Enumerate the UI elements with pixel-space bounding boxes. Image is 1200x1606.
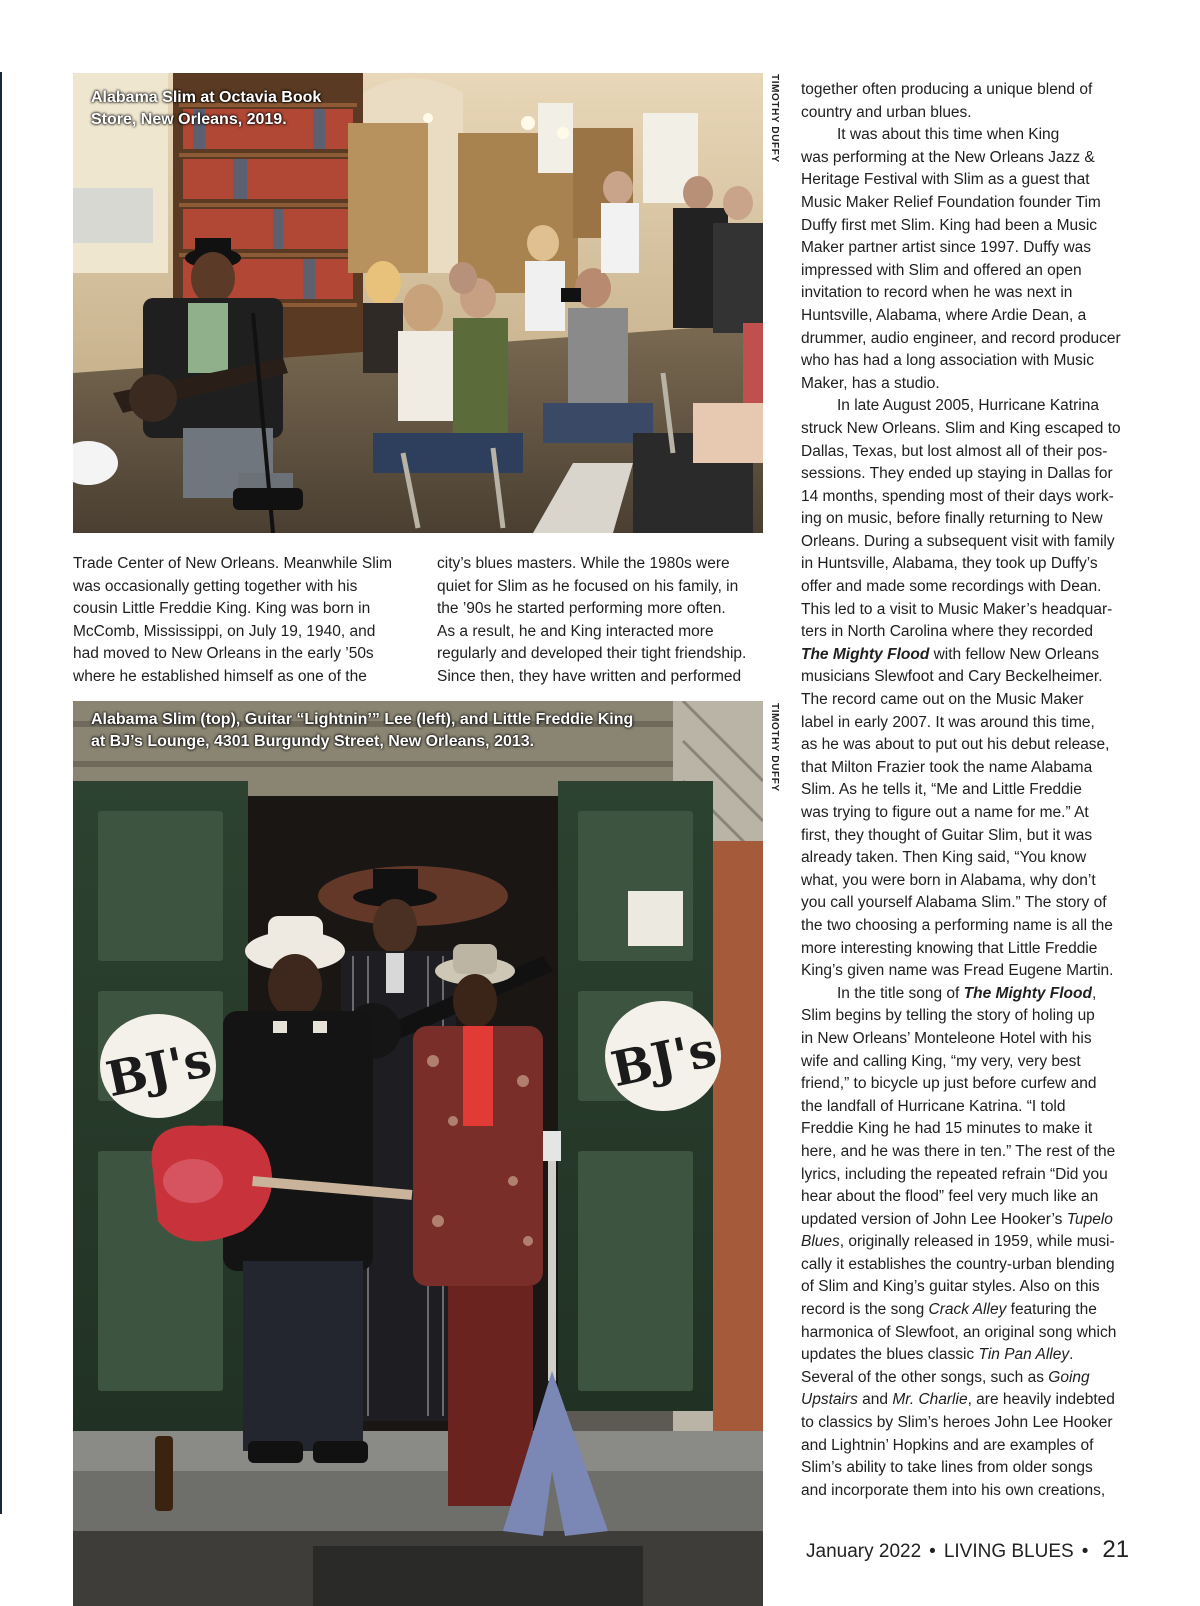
text-line: Maker, has a studio.: [801, 374, 940, 392]
text-line: Freddie King he had 15 minutes to make it: [801, 1120, 1093, 1138]
separator-dot: •: [1081, 1541, 1089, 1562]
text-line: The record came out on the Music Maker: [801, 691, 1084, 709]
text-line: [801, 644, 1121, 667]
text-line: as he was about to put out his debut release,: [801, 736, 1110, 754]
text-line: sessions. They ended up staying in Dallas for: [801, 465, 1113, 483]
text-line: [801, 983, 1121, 1006]
text-line: lyrics, including the repeated refrain “Did you: [801, 1165, 1108, 1183]
text-fragment: updated version of John Lee Hooker’s: [801, 1210, 1067, 1228]
caption-line: Alabama Slim (top), Guitar “Lightnin’” Lee (left), and Little Freddie King: [91, 711, 634, 728]
text-line: was trying to figure out a name for me.” At: [801, 804, 1089, 821]
text-line: cally it establishes the country-urban blending: [801, 1255, 1115, 1273]
text-line: first, they thought of Guitar Slim, but it was: [801, 826, 1093, 844]
text-line: Maker partner artist since 1997. Duffy was: [801, 239, 1092, 257]
text-line: Heritage Festival with Slim as a guest that: [801, 171, 1090, 189]
text-line: was performing at the New Orleans Jazz &: [801, 148, 1095, 166]
text-line: struck New Orleans. Slim and King escaped to: [801, 419, 1121, 437]
caption-line: at BJ’s Lounge, 4301 Burgundy Street, New Orleans, 2013.: [91, 733, 535, 750]
bookstore-photo-illustration: [73, 73, 763, 533]
separator-dot: •: [929, 1541, 936, 1562]
text-line: [801, 1209, 1121, 1232]
text-line: Since then, they have written and performed: [437, 667, 742, 685]
text-line: the landfall of Hurricane Katrina. “I told: [801, 1097, 1066, 1115]
text-line: hear about the flood” feel very much like an: [801, 1188, 1099, 1206]
song-title: Upstairs: [801, 1391, 858, 1409]
text-line: impressed with Slim and offered an open: [801, 261, 1082, 279]
body-column-2: [437, 553, 746, 689]
page-footer: [806, 1536, 1129, 1564]
text-line: already taken. Then King said, “You know: [801, 849, 1087, 867]
text-line: drummer, audio engineer, and record producer: [801, 329, 1121, 347]
song-title: Going: [1048, 1368, 1090, 1386]
text-line: and incorporate them into his own creations,: [801, 1481, 1106, 1499]
text-line: together often producing a unique blend of: [801, 81, 1093, 98]
bjs-lounge-photo-illustration: [73, 701, 763, 1606]
text-line: in Huntsville, Alabama, they took up Duffy’s: [801, 555, 1098, 573]
text-line: ing on music, before finally returning to New: [801, 510, 1103, 528]
text-fragment: and: [857, 1391, 893, 1409]
text-line: Dallas, Texas, but lost almost all of their pos-: [801, 442, 1108, 460]
text-line: quiet for Slim as he focused on his family, in: [437, 577, 739, 595]
text-line: country and urban blues.: [801, 103, 972, 121]
text-line: musicians Slewfoot and Cary Beckelheimer.: [801, 668, 1103, 686]
text-line: where he established himself as one of the: [73, 667, 367, 685]
text-line: friend,” to bicycle up just before curfew and: [801, 1075, 1097, 1093]
caption-line: Store, New Orleans, 2019.: [91, 111, 287, 128]
text-fragment: record is the song: [801, 1301, 929, 1319]
text-line: Music Maker Relief Foundation founder Tim: [801, 193, 1101, 211]
song-title: Blues: [801, 1233, 840, 1251]
bookstore-photo: [73, 73, 763, 533]
text-line: harmonica of Slewfoot, an original song which: [801, 1323, 1117, 1341]
text-line: invitation to record when he was next in: [801, 284, 1073, 302]
text-line: Huntsville, Alabama, where Ardie Dean, a: [801, 306, 1087, 324]
page-number: 21: [1102, 1536, 1130, 1563]
text-line: McComb, Mississippi, on July 19, 1940, and: [73, 622, 376, 640]
text-line: label in early 2007. It was around this time,: [801, 713, 1095, 731]
bjs-lounge-photo: [73, 701, 763, 1606]
text-fragment: updates the blues classic: [801, 1346, 979, 1364]
text-line: It was about this time when King: [837, 126, 1060, 144]
text-line: of Slim and King’s guitar styles. Also on this: [801, 1278, 1100, 1296]
text-line: had moved to New Orleans in the early ’50s: [73, 645, 374, 663]
text-fragment: , are heavily indebted: [967, 1391, 1115, 1409]
bookstore-photo-caption: [91, 87, 321, 131]
caption-line: Alabama Slim at Octavia Book: [91, 89, 322, 106]
text-line: Slim begins by telling the story of holing up: [801, 1007, 1095, 1025]
text-line: [801, 1367, 1121, 1390]
text-fragment: , originally released in 1959, while musi-: [839, 1233, 1115, 1251]
text-line: to classics by Slim’s heroes John Lee Hooker: [801, 1414, 1113, 1432]
text-fragment: with fellow New Orleans: [929, 645, 1099, 663]
photo-credit: TIMOTHY DUFFY: [769, 74, 780, 163]
text-line: you call yourself Alabama Slim.” The story of: [801, 894, 1107, 912]
album-title: The Mighty Flood: [963, 984, 1092, 1002]
text-fragment: ,: [1091, 984, 1097, 1002]
text-fragment: In the title song of: [837, 984, 964, 1002]
text-line: city’s blues masters. While the 1980s were: [437, 555, 730, 572]
body-column-1: [73, 553, 392, 689]
text-line: King’s given name was Fread Eugene Martin.: [801, 962, 1114, 980]
text-line: [801, 1299, 1121, 1322]
magazine-name: LIVING BLUES: [943, 1541, 1074, 1562]
text-line: was occasionally getting together with his: [73, 577, 358, 595]
text-line: Orleans. During a subsequent visit with family: [801, 532, 1115, 550]
text-line: As a result, he and King interacted more: [437, 622, 714, 640]
song-title: Tin Pan Alley: [978, 1346, 1070, 1364]
body-column-3: [801, 79, 1121, 1502]
text-line: more interesting knowing that Little Freddie: [801, 939, 1098, 957]
text-fragment: Several of the other songs, such as: [801, 1368, 1049, 1386]
album-title: The Mighty Flood: [801, 645, 930, 663]
bjs-photo-caption: [91, 709, 633, 753]
text-line: [801, 1389, 1121, 1412]
text-line: and Lightnin’ Hopkins and are examples of: [801, 1436, 1094, 1454]
song-title: Crack Alley: [928, 1301, 1007, 1319]
song-title: Mr. Charlie: [892, 1391, 968, 1409]
text-line: 14 months, spending most of their days work-: [801, 487, 1114, 505]
text-line: wife and calling King, “my very, very best: [801, 1052, 1081, 1070]
text-line: that Milton Frazier took the name Alabama: [801, 758, 1093, 776]
text-line: ters in North Carolina where they recorded: [801, 623, 1094, 641]
text-line: in New Orleans’ Monteleone Hotel with his: [801, 1029, 1092, 1047]
text-line: Duffy first met Slim. King had been a Music: [801, 216, 1098, 234]
text-line: the ’90s he started performing more often.: [437, 600, 726, 618]
text-line: cousin Little Freddie King. King was born in: [73, 600, 371, 618]
text-line: the two choosing a performing name is all the: [801, 916, 1113, 934]
text-line: Trade Center of New Orleans. Meanwhile Slim: [73, 555, 393, 572]
text-line: who has had a long association with Music: [801, 352, 1094, 370]
photo-credit: TIMOTHY DUFFY: [769, 703, 780, 792]
text-line: Slim’s ability to take lines from older songs: [801, 1459, 1093, 1477]
text-line: here, and he was there in ten.” The rest of the: [801, 1142, 1116, 1160]
text-line: This led to a visit to Music Maker’s headquar-: [801, 600, 1113, 618]
text-line: In late August 2005, Hurricane Katrina: [837, 397, 1099, 415]
text-fragment: featuring the: [1006, 1301, 1097, 1319]
page-edge-rule: [0, 72, 2, 1514]
issue-date: January 2022: [806, 1541, 922, 1562]
text-line: [801, 1231, 1121, 1254]
text-line: regularly and developed their tight friendship.: [437, 645, 747, 663]
song-title: Tupelo: [1066, 1210, 1113, 1228]
text-fragment: .: [1069, 1346, 1074, 1364]
bjs-sign-left: BJ's: [101, 1031, 217, 1109]
text-line: Slim. As he tells it, “Me and Little Freddie: [801, 781, 1082, 799]
bjs-sign-right: BJ's: [606, 1021, 722, 1099]
text-line: [801, 1344, 1121, 1367]
text-line: offer and made some recordings with Dean.: [801, 578, 1102, 596]
text-line: what, you were born in Alabama, why don’t: [801, 871, 1096, 889]
